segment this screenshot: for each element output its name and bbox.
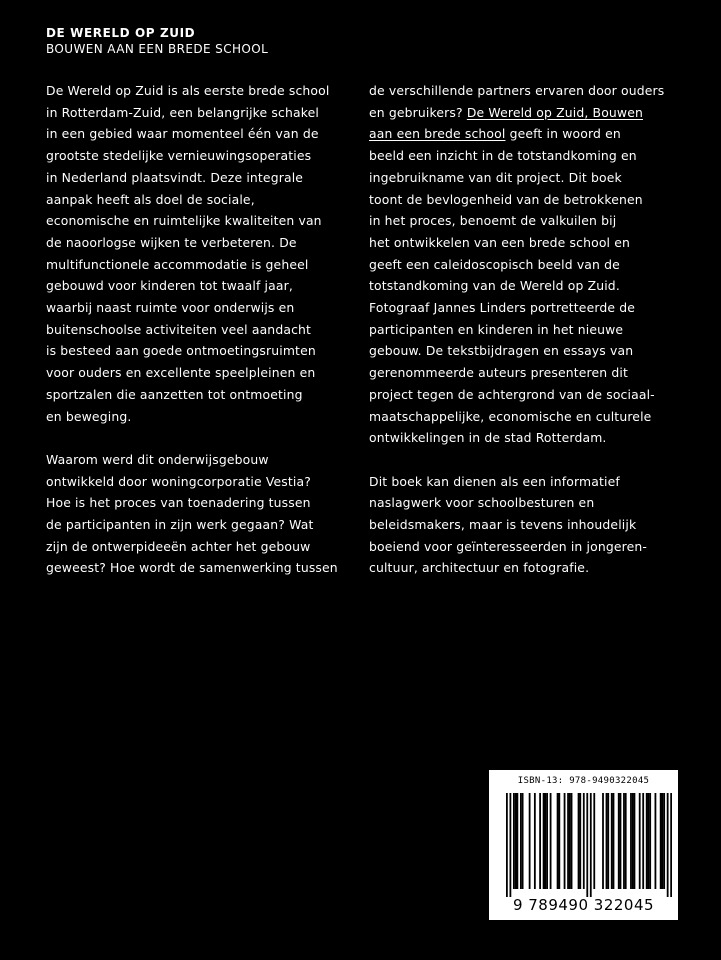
barcode-bar [632, 793, 634, 889]
text-line: naslagwerk voor schoolbesturen en [369, 495, 595, 511]
barcode-bar [558, 793, 560, 889]
paragraph-gap [369, 449, 669, 471]
barcode-digits: 9 789490 322045 [512, 896, 655, 914]
barcode-bar [578, 793, 580, 889]
text-line: project tegen de achtergrond van de sociaal- [369, 386, 655, 402]
text-line: cultuur, architectuur en fotografie. [369, 560, 590, 576]
isbn-label: ISBN-13: 978-9490322045 [517, 776, 650, 786]
text-line: geeft een caleidoscopisch beeld van de [369, 256, 620, 272]
barcode-bar [625, 793, 627, 889]
text-segment: en gebruikers? [369, 104, 467, 120]
barcode-bar [567, 793, 569, 889]
text-line: economische en ruimtelijke kwaliteiten van [46, 213, 322, 229]
text-line: ingebruikname van dit project. Dit boek [369, 169, 622, 185]
text-line: Fotograaf Jannes Linders portretteerde de [369, 300, 636, 316]
text-line: zijn de ontwerpideeën achter het gebouw [46, 538, 311, 554]
left-column [46, 80, 346, 579]
text-line: multifunctionele accommodatie is geheel [46, 256, 309, 272]
text-line: boeiend voor geïnteresseerden in jongeren- [369, 538, 648, 554]
barcode-bar [539, 793, 541, 889]
book-title-reference: aan een brede school [369, 126, 506, 142]
barcode-bar [534, 793, 536, 889]
text-line: beeld een inzicht in de totstandkoming en [369, 148, 637, 164]
right-paragraph-1-rest [369, 145, 669, 449]
header [46, 25, 268, 57]
barcode-bar [529, 793, 531, 889]
text-line: aanpak heeft als doel de sociale, [46, 191, 255, 207]
right-column [369, 80, 669, 579]
book-subtitle: BOUWEN AAN EEN BREDE SCHOOL [46, 42, 269, 56]
barcode-graphic [506, 793, 672, 897]
text-line: de naoorlogse wijken te verbeteren. De [46, 234, 297, 250]
text-line: De Wereld op Zuid is als eerste brede school [46, 83, 330, 98]
text-line: gerenommeerde auteurs presenteren dit [369, 365, 629, 381]
text-segment: geeft in woord en [505, 126, 621, 142]
barcode-bar [522, 793, 524, 889]
text-line: is besteed aan goede ontmoetingsruimten [46, 343, 316, 359]
barcode-bar [611, 793, 613, 889]
barcode-bar [620, 793, 622, 889]
barcode-bar [550, 793, 552, 889]
barcode-bar [663, 793, 665, 889]
barcode-bar [564, 793, 566, 889]
barcode-bar [509, 793, 511, 897]
text-line: Hoe is het proces van toenadering tussen [46, 495, 311, 511]
text-line: het ontwikkelen van een brede school en [369, 234, 631, 250]
barcode-bar [642, 793, 644, 889]
text-line: in Nederland plaatsvindt. Deze integrale [46, 169, 304, 185]
barcode-bar [630, 793, 632, 889]
text-line: ontwikkeld door woningcorporatie Vestia? [46, 473, 311, 489]
text-line [369, 123, 669, 145]
barcode-bar [655, 793, 657, 889]
barcode-bar [516, 793, 518, 889]
barcode-bar [543, 793, 545, 889]
barcode-bar [579, 793, 581, 889]
barcode [489, 770, 678, 920]
barcode-bar [557, 793, 559, 889]
text-line: de verschillende partners ervaren door ouders [369, 83, 665, 98]
book-title: DE WERELD OP ZUID [46, 26, 196, 40]
text-line: gebouwd voor kinderen tot twaalf jaar, [46, 278, 293, 294]
barcode-bar [583, 793, 585, 889]
text-line: gebouw. De tekstbijdragen en essays van [369, 343, 634, 359]
text-line: in Rotterdam-Zuid, een belangrijke schakel [46, 104, 319, 120]
barcode-bar [667, 793, 669, 897]
text-line: grootste stedelijke vernieuwingsoperaties [46, 148, 312, 164]
barcode-bar [606, 793, 608, 889]
barcode-bar [662, 793, 664, 889]
barcode-bar [506, 793, 508, 897]
text-line: in een gebied waar momenteel één van de [46, 126, 319, 142]
barcode-bar [648, 793, 650, 889]
barcode-bar [634, 793, 636, 889]
paragraph-gap [46, 427, 346, 449]
barcode-bar [520, 793, 522, 889]
barcode-bar [546, 793, 548, 889]
barcode-bar [571, 793, 573, 889]
right-paragraph-2 [369, 471, 669, 580]
text-line: beleidsmakers, maar is tevens inhoudelijk [369, 517, 637, 533]
barcode-bar [639, 793, 641, 889]
text-line: maatschappelijke, economische en culturele [369, 408, 652, 424]
text-line: en beweging. [46, 408, 132, 424]
barcode-bar [613, 793, 615, 889]
book-title-reference: De Wereld op Zuid, Bouwen [466, 104, 643, 120]
text-line: toont de bevlogenheid van de betrokkenen [369, 191, 643, 207]
text-line: Dit boek kan dienen als een informatief [369, 473, 620, 489]
barcode-bar [590, 793, 592, 897]
barcode-bar [618, 793, 620, 889]
text-line: geweest? Hoe wordt de samenwerking tussen [46, 560, 338, 576]
barcode-bar [607, 793, 609, 889]
barcode-bar [515, 793, 517, 889]
barcode-bar [623, 793, 625, 889]
text-line: waarbij naast ruimte voor onderwijs en [46, 300, 295, 316]
barcode-bar [649, 793, 651, 889]
barcode-bar [602, 793, 604, 889]
barcode-bar [660, 793, 662, 889]
text-line: voor ouders en excellente speelpleinen en [46, 365, 316, 381]
left-paragraph-2 [46, 449, 346, 579]
barcode-bar [670, 793, 672, 897]
text-line: in het proces, benoemt de valkuilen bij [369, 213, 617, 229]
barcode-bar [569, 793, 571, 889]
text-line: sportzalen die aanzetten tot ontmoeting [46, 386, 303, 402]
barcode-bar [544, 793, 546, 889]
text-line: buitenschoolse activiteiten veel aandacht [46, 321, 312, 337]
barcode-bars [506, 793, 672, 897]
text-line: Waarom werd dit onderwijsgebouw [46, 451, 269, 467]
right-paragraph-1 [369, 80, 669, 449]
text-line [369, 102, 669, 124]
barcode-bar [646, 793, 648, 889]
left-paragraph-1 [46, 80, 346, 427]
text-line: totstandkoming van de Wereld op Zuid. [369, 278, 620, 294]
text-line: ontwikkelingen in de stad Rotterdam. [369, 430, 607, 446]
barcode-bar [586, 793, 588, 897]
text-line: participanten en kinderen in het nieuwe [369, 321, 624, 337]
text-line: de participanten in zijn werk gegaan? Wat [46, 517, 314, 533]
barcode-bar [513, 793, 515, 889]
barcode-bar [593, 793, 595, 889]
